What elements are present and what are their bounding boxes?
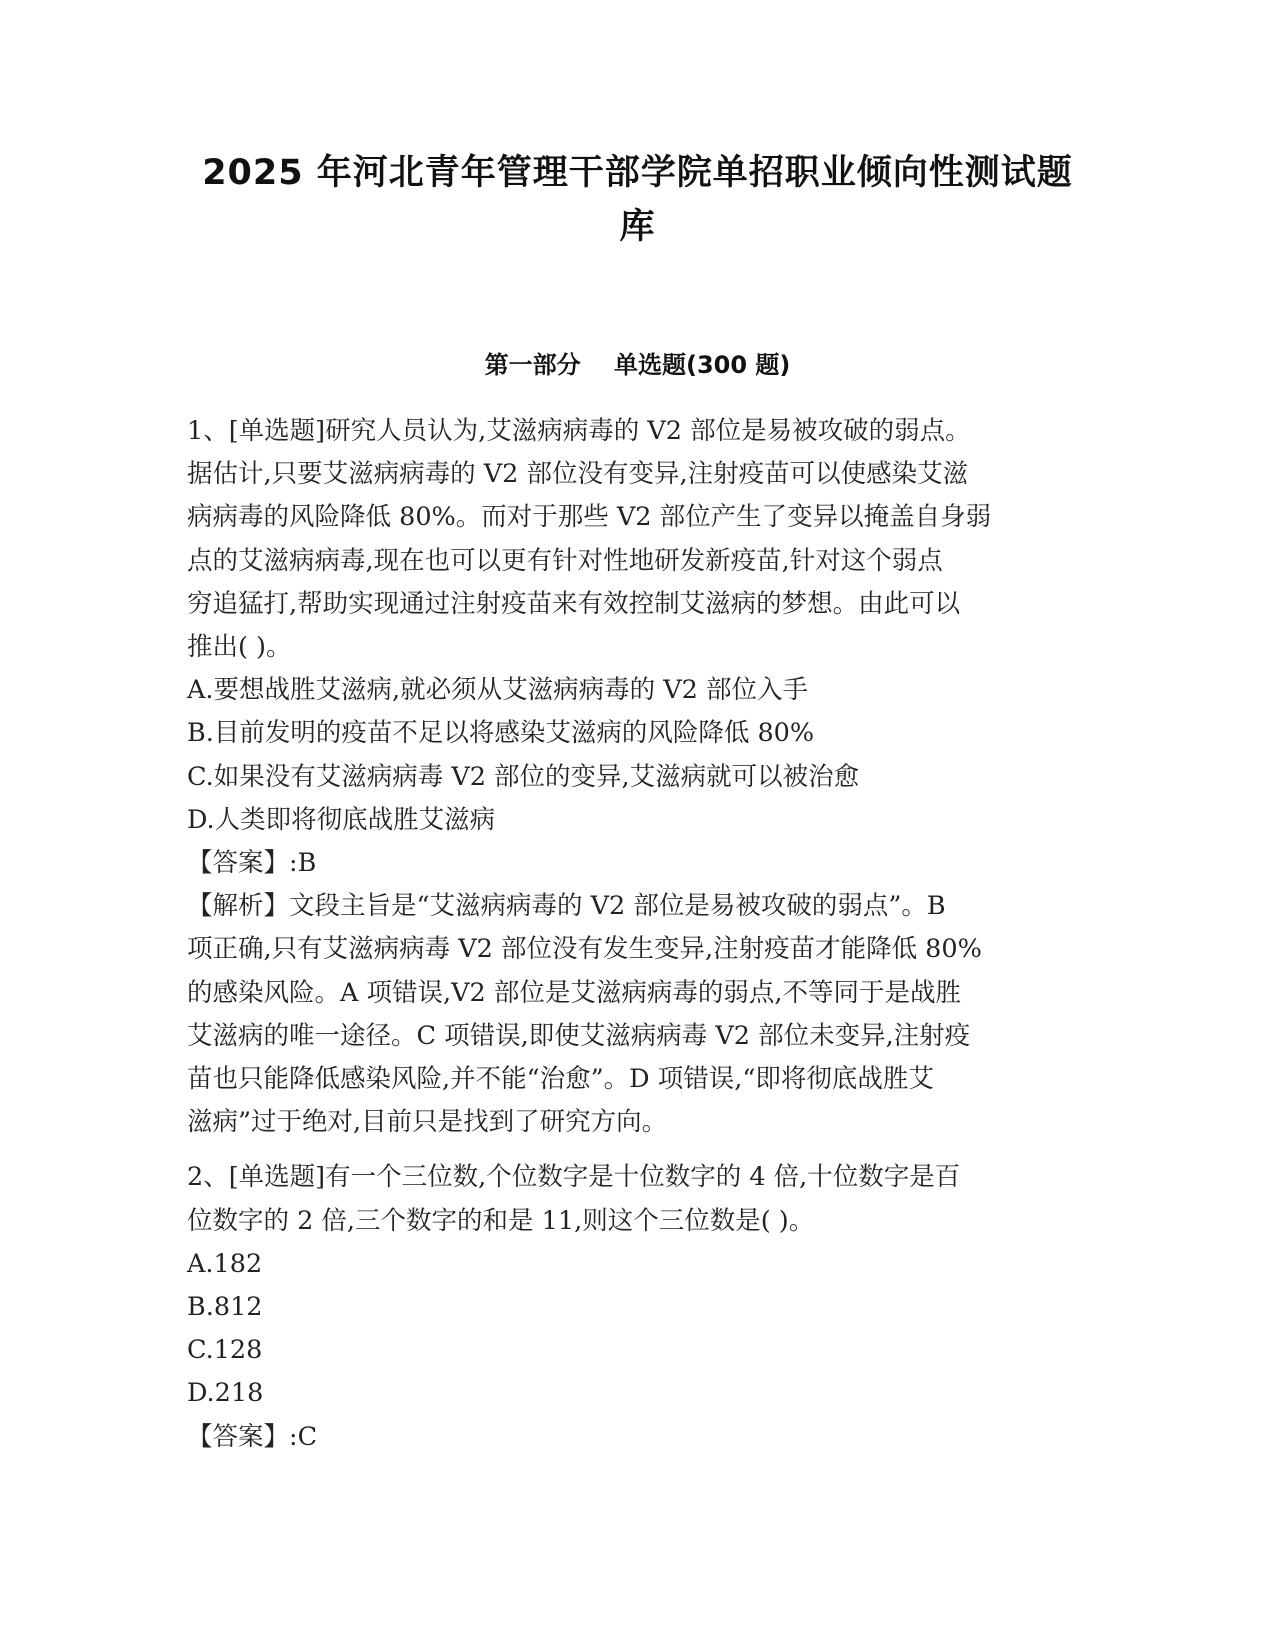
option-b: B.目前发明的疫苗不足以将感染艾滋病的风险降低 80% <box>187 718 815 749</box>
stem-line: 病病毒的风险降低 80%。而对于那些 V2 部位产生了变异以掩盖自身弱 <box>187 502 992 533</box>
analysis-line: 项正确,只有艾滋病病毒 V2 部位没有发生变异,注射疫苗才能降低 80% <box>187 934 982 965</box>
option-a: A.182 <box>187 1248 263 1279</box>
question-list <box>187 410 1087 1459</box>
option-d: D.218 <box>187 1378 264 1409</box>
answer: 【答案】:B <box>187 848 317 879</box>
stem-line: 穷追猛打,帮助实现通过注射疫苗来有效控制艾滋病的梦想。由此可以 <box>187 588 961 619</box>
question-stem <box>187 1156 1087 1242</box>
stem-line: 位数字的 2 倍,三个数字的和是 11,则这个三位数是( )。 <box>187 1205 815 1236</box>
option-b: B.812 <box>187 1292 263 1323</box>
section-heading: 第一部分 单选题(300 题) <box>484 351 791 379</box>
option-list <box>187 1243 1087 1416</box>
analysis-line: 滋病”过于绝对,目前只是找到了研究方向。 <box>187 1107 668 1138</box>
stem-line: 2、[单选题]有一个三位数,个位数字是十位数字的 4 倍,十位数字是百 <box>187 1162 961 1193</box>
option-list <box>187 669 1087 842</box>
analysis-line: 艾滋病的唯一途径。C 项错误,即使艾滋病病毒 V2 部位未变异,注射疫 <box>187 1020 971 1051</box>
option-a: A.要想战胜艾滋病,就必须从艾滋病病毒的 V2 部位入手 <box>187 675 808 706</box>
answer: 【答案】:C <box>187 1421 318 1452</box>
stem-line: 1、[单选题]研究人员认为,艾滋病病毒的 V2 部位是易被攻破的弱点。 <box>187 416 971 446</box>
stem-line: 推出( )。 <box>187 632 292 663</box>
stem-line: 点的艾滋病病毒,现在也可以更有针对性地研发新疫苗,针对这个弱点 <box>187 545 943 576</box>
stem-line: 据估计,只要艾滋病病毒的 V2 部位没有变异,注射疫苗可以使感染艾滋 <box>187 459 969 490</box>
question-1 <box>187 410 1087 1144</box>
question-stem <box>187 410 1087 669</box>
analysis-line: 【解析】文段主旨是“艾滋病病毒的 V2 部位是易被攻破的弱点”。B <box>187 891 946 922</box>
document-title: 2025 年河北青年管理干部学院单招职业倾向性测试题 库 <box>202 153 1073 247</box>
option-d: D.人类即将彻底战胜艾滋病 <box>187 804 496 835</box>
analysis-line: 苗也只能降低感染风险,并不能“治愈”。D 项错误,“即将彻底战胜艾 <box>187 1064 934 1095</box>
analysis-line: 的感染风险。A 项错误,V2 部位是艾滋病病毒的弱点,不等同于是战胜 <box>187 977 961 1008</box>
option-c: C.如果没有艾滋病病毒 V2 部位的变异,艾滋病就可以被治愈 <box>187 761 860 792</box>
option-c: C.128 <box>187 1335 263 1366</box>
question-2 <box>187 1156 1087 1458</box>
analysis <box>187 885 1087 1144</box>
